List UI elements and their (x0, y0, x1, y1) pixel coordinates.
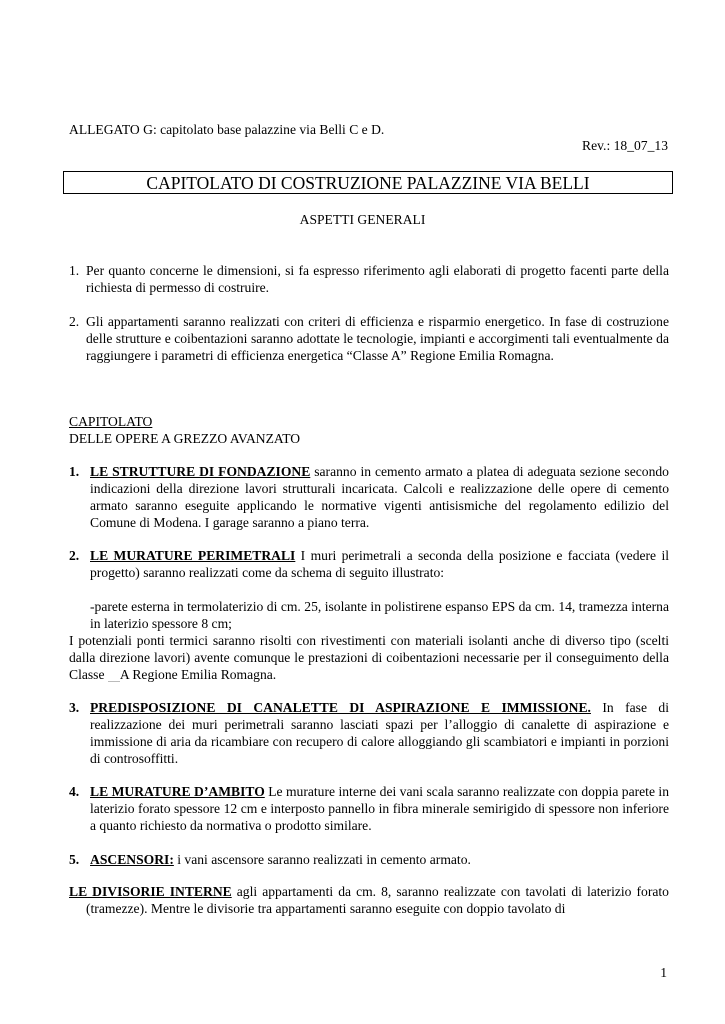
general-item-2 (69, 313, 669, 364)
item-text: In fase di realizzazione dei muri perimetrali saranno lasciati spazi per l’alloggio di canalette di aspirazione e immissione di aria da ricambiare con recupero di calore alloggiando gli scambiatori e impianti in porzioni di controsoffitti. (90, 700, 669, 766)
partitions-paragraph (69, 883, 669, 917)
partitions-text: agli appartamenti da cm. 8, saranno realizzate con tavolati di laterizio forato (tramezze). Mentre le divisorie tra appartamenti saranno eseguite con doppio tavolato di (86, 884, 669, 916)
section-heading-underlined: CAPITOLATO (69, 414, 153, 429)
works-item-3 (69, 699, 669, 767)
attachment-header: ALLEGATO G: capitolato base palazzine via Belli C e D. (69, 122, 385, 137)
item-number: 1. (69, 263, 80, 278)
item-title: PREDISPOSIZIONE DI CANALETTE DI ASPIRAZIONE E IMMISSIONE. (90, 700, 591, 715)
works-item-5 (69, 851, 669, 868)
item-number: 4. (69, 784, 80, 799)
general-item-1 (69, 262, 669, 296)
works-item-1 (69, 463, 669, 531)
item-title: LE MURATURE PERIMETRALI (90, 548, 296, 563)
blank-field-mark (108, 669, 120, 682)
item-number: 3. (69, 700, 80, 715)
item-number: 2. (69, 548, 80, 563)
item-title: LE MURATURE D’AMBITO (90, 784, 265, 799)
item-text: I muri perimetrali a seconda della posizione e facciata (vedere il progetto) saranno realizzati come da schema di seguito illustrato: (90, 548, 669, 580)
thermal-bridges-end: A Regione Emilia Romagna. (119, 667, 277, 682)
revision-label: Rev.: 18_07_13 (582, 138, 668, 153)
works-item-4 (69, 783, 669, 834)
item-text: Gli appartamenti saranno realizzati con criteri di efficienza e risparmio energetico. In fase di costruzione delle strutture e coibentazioni saranno adottate le tecnologie, impianti e accorgimenti tali eventualmente da raggiungere i parametri di efficienza energetica “Classe A” Regione Emilia Romagna. (86, 314, 669, 363)
item-number: 2. (69, 314, 80, 329)
item-text: i vani ascensore saranno realizzati in cemento armato. (173, 852, 471, 867)
thermal-bridges-paragraph (69, 632, 669, 683)
section-heading-sub: DELLE OPERE A GREZZO AVANZATO (69, 431, 301, 446)
section-heading (69, 413, 300, 447)
partitions-title: LE DIVISORIE INTERNE (69, 884, 232, 899)
thermal-bridges-text: I potenziali ponti termici saranno risolti con rivestimenti con materiali isolanti anche di diverso tipo (scelti dalla direzione lavori) avente comunque le prestazioni di coibentazioni necessarie per il conseguimento della Classe (69, 633, 669, 682)
item-text: Per quanto concerne le dimensioni, si fa espresso riferimento agli elaborati di progetto facenti parte della richiesta di permesso di costruire. (86, 263, 669, 295)
wall-spec: -parete esterna in termolaterizio di cm. 25, isolante in polistirene espanso EPS da cm. 14, tramezza interna in laterizio spessore 8 cm; (90, 599, 669, 631)
item-number: 1. (69, 464, 80, 479)
works-item-2 (69, 547, 669, 581)
item-text: Le murature interne dei vani scala saranno realizzate con doppia parete in laterizio forato spessore 12 cm e interposto pannello in fibra minerale semirigido di spessore non inferiore a quanto richiesto da normativa o prodotto similare. (90, 784, 669, 833)
page-number: 1 (660, 965, 667, 980)
item-title: ASCENSORI: (90, 852, 174, 867)
item-title: LE STRUTTURE DI FONDAZIONE (90, 464, 311, 479)
section-subtitle: ASPETTI GENERALI (299, 212, 426, 227)
page-title: CAPITOLATO DI COSTRUZIONE PALAZZINE VIA BELLI (63, 171, 673, 194)
item-text: saranno in cemento armato a platea di adeguata sezione secondo indicazioni della direzione lavori strutturali incaricata. Calcoli e realizzazione delle opere di cemento armato saranno eseguite applicando le normative vigenti antisismiche del regolamento edilizio del Comune di Modena. I garage saranno a piano terra. (90, 464, 669, 530)
item-number: 5. (69, 852, 80, 867)
